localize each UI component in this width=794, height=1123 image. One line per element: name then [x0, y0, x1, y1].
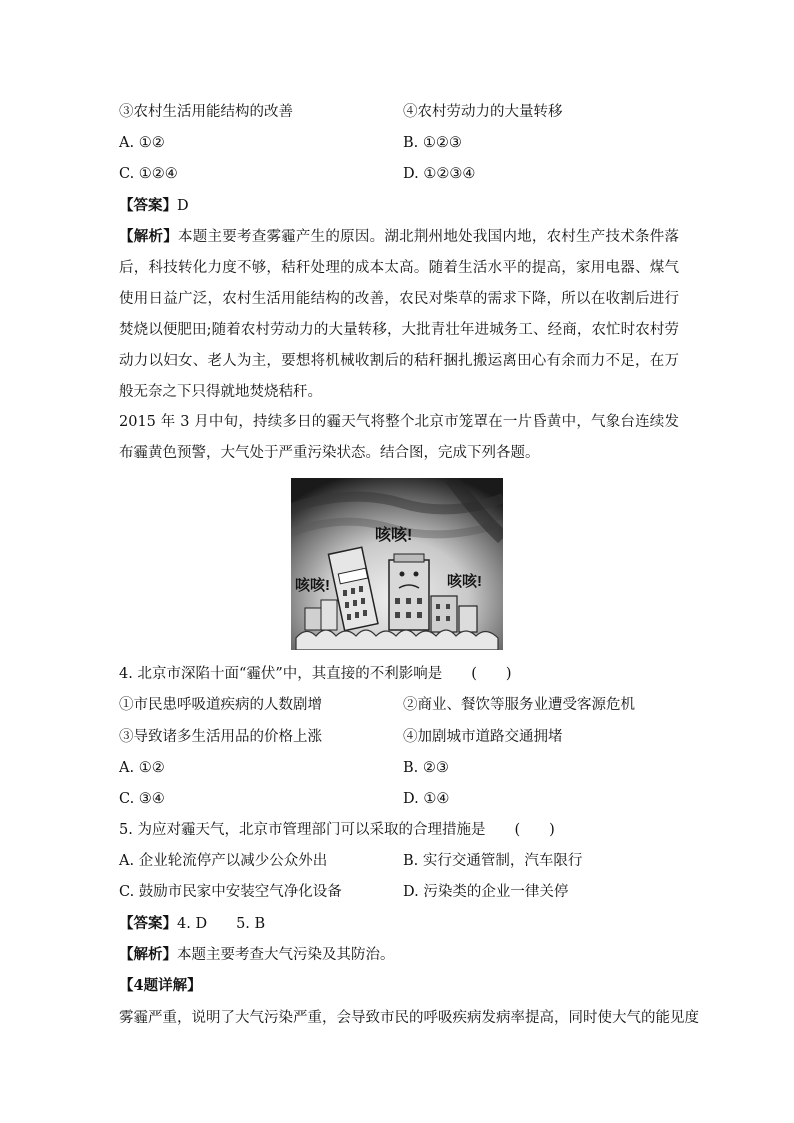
- q4-stem: 4. 北京市深陷十面“霾伏”中，其直接的不利影响是 ( ): [119, 666, 512, 682]
- analysis-text: 本题主要考查大气污染及其防治。: [177, 947, 395, 963]
- q3-analysis: [119, 221, 679, 408]
- q5-choice-b: B. 实行交通管制，汽车限行: [403, 853, 583, 869]
- q4-option-2: ②商业、餐饮等服务业遭受客源危机: [403, 697, 635, 713]
- q4-option-1: ①市民患呼吸道疾病的人数剧增: [119, 697, 322, 713]
- q45-answer: [119, 914, 265, 934]
- q3-option-4: ④农村劳动力的大量转移: [403, 104, 563, 120]
- q5-stem: 5. 为应对霾天气，北京市管理部门可以采取的合理措施是 ( ): [119, 822, 555, 838]
- answer-value: 4. D 5. B: [177, 916, 266, 932]
- q45-analysis: [119, 945, 395, 965]
- q4-choice-a: A. ①②: [119, 760, 165, 776]
- q4-detail-heading: 【4题详解】: [119, 977, 202, 994]
- q4-choice-d: D. ①④: [403, 791, 450, 807]
- q3-choice-c: C. ①②④: [119, 166, 178, 182]
- intro-paragraph: 2015 年 3 月中旬，持续多日的霾天气将整个北京市笼罩在一片昏黄中，气象台连续发布霾黄色预警，大气处于严重污染状态。结合图，完成下列各题。: [119, 414, 679, 461]
- q5-choice-d: D. 污染类的企业一律关停: [403, 884, 569, 900]
- analysis-text: 本题主要考查雾霾产生的原因。湖北荆州地处我国内地，农村生产技术条件落后，科技转化力度不够，秸秆处理的成本太高。随着生活水平的提高，家用电器、煤气使用日益广泛，农村生活用能结构的改善，农民对柴草的需求下降，所以在收割后进行焚烧以便肥田;随着农村劳动力的大量转移，大批青壮年进城务工、经商，农忙时农村劳动力以妇女、老人为主，要想将机械收割后的秸秆捆扎搬运离田心有余而力不足，在万般无奈之下只得就地焚烧秸秆。: [119, 229, 680, 400]
- q3-choice-d: D. ①②③④: [403, 166, 476, 182]
- cough-text-top: 咳咳!: [375, 527, 413, 544]
- q4-option-4: ④加剧城市道路交通拥堵: [403, 729, 563, 745]
- answer-label: 【答案】: [119, 197, 177, 214]
- cough-text-left: 咳咳!: [295, 577, 330, 594]
- building-center: [389, 554, 429, 630]
- q3-choice-a: A. ①②: [119, 135, 165, 151]
- q4-choice-b: B. ②③: [403, 760, 449, 776]
- q3-answer: [119, 196, 189, 216]
- q4-detail-text: 雾霾严重，说明了大气污染严重，会导致市民的呼吸疾病发病率提高，同时使大气的能见度: [119, 1010, 699, 1026]
- q5-choice-a: A. 企业轮流停产以减少公众外出: [119, 853, 328, 869]
- analysis-label: 【解析】: [119, 228, 178, 245]
- q4-option-3: ③导致诸多生活用品的价格上涨: [119, 729, 322, 745]
- smog-cartoon-illustration: [291, 478, 503, 650]
- answer-label: 【答案】: [119, 915, 177, 932]
- cough-text-right: 咳咳!: [447, 573, 482, 590]
- q5-choice-c: C. 鼓励市民家中安装空气净化设备: [119, 884, 342, 900]
- q4-choice-c: C. ③④: [119, 791, 165, 807]
- answer-value: D: [177, 198, 189, 214]
- analysis-label: 【解析】: [119, 946, 177, 963]
- q3-option-3: ③农村生活用能结构的改善: [119, 104, 293, 120]
- q3-choice-b: B. ①②③: [403, 135, 462, 151]
